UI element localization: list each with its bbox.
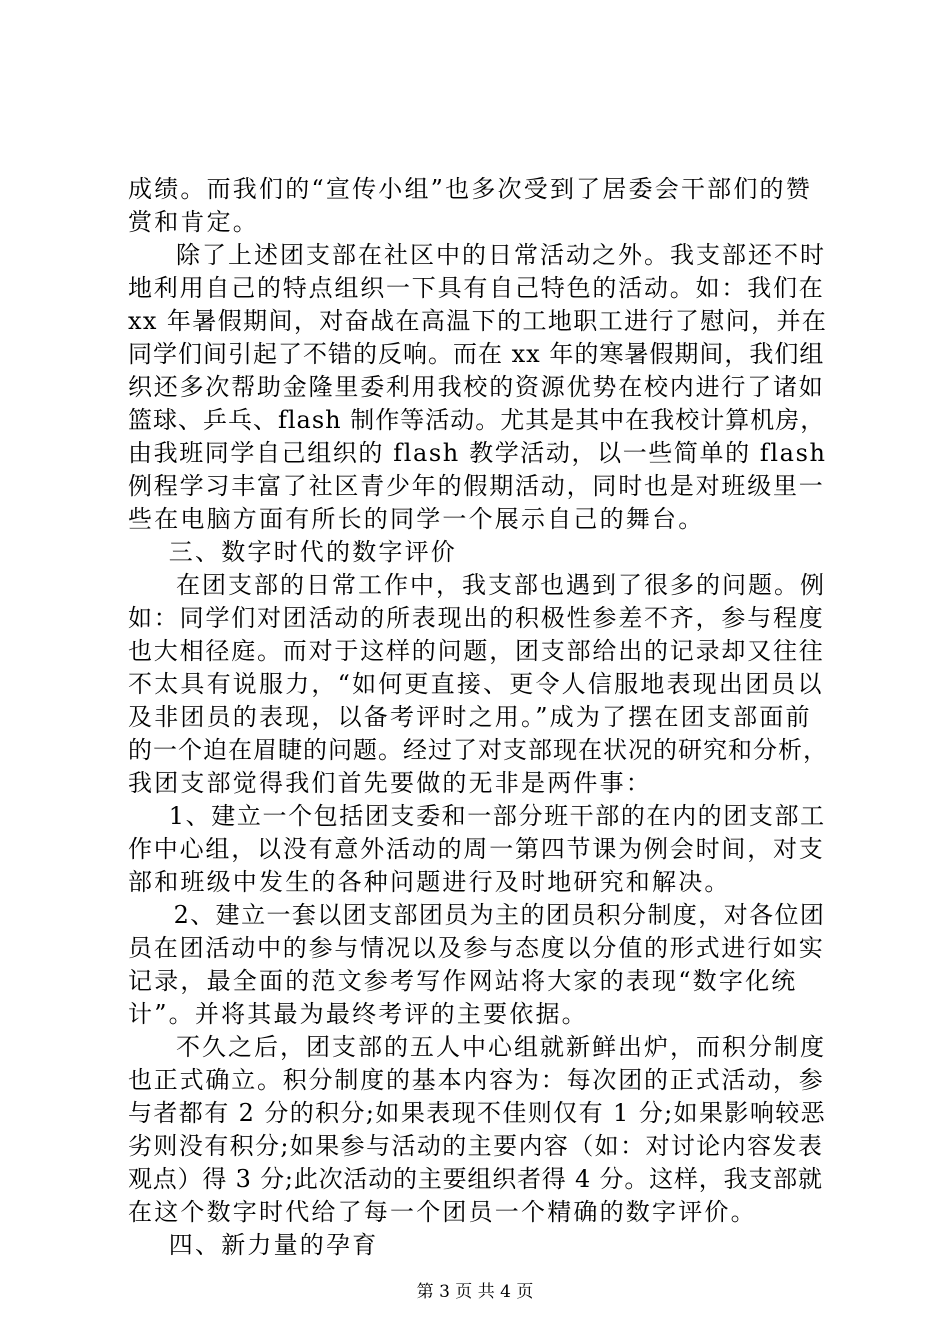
text-line: 部和班级中发生的各种问题进行及时地研究和解决。 [128, 868, 731, 896]
text-line: 三、数字时代的数字评价 [168, 538, 457, 566]
text-line: 员在团活动中的参与情况以及参与态度以分值的形式进行如实 [128, 934, 825, 962]
text-line: 也正式确立。积分制度的基本内容为：每次团的正式活动，参 [128, 1066, 825, 1094]
text-line: 劣则没有积分;如果参与活动的主要内容（如：对讨论内容发表 [128, 1132, 824, 1160]
page-number: 第 3 页 共 4 页 [416, 1282, 534, 1302]
text-line: 如：同学们对团活动的所表现出的积极性参差不齐，参与程度 [128, 604, 825, 632]
text-line: 与者都有 2 分的积分;如果表现不佳则仅有 1 分;如果影响较恶 [128, 1099, 827, 1127]
text-line: 也大相径庭。而对于这样的问题，团支部给出的记录却又往往 [128, 637, 825, 665]
text-line: 1、建立一个包括团支委和一部分班干部的在内的团支部工 [168, 802, 826, 830]
text-line: 成绩。而我们的“宣传小组”也多次受到了居委会干部们的赞 [128, 175, 812, 203]
text-line: 在这个数字时代给了每一个团员一个精确的数字评价。 [128, 1198, 757, 1226]
text-line: 不太具有说服力，“如何更直接、更令人信服地表现出团员以 [128, 670, 824, 698]
text-line: 篮球、乒乓、flash 制作等活动。尤其是其中在我校计算机房， [128, 406, 826, 434]
text-line: 例程学习丰富了社区青少年的假期活动，同时也是对班级里一 [128, 472, 825, 500]
document-body [128, 173, 828, 1262]
text-line: 及非团员的表现，以备考评时之用。”成为了摆在团支部面前 [128, 703, 812, 731]
text-line: 2、建立一套以团支部团员为主的团员积分制度，对各位团 [173, 901, 826, 929]
text-line: 记录，最全面的范文参考写作网站将大家的表现“数字化统 [128, 967, 798, 995]
text-line: 除了上述团支部在社区中的日常活动之外。我支部还不时 [176, 241, 826, 269]
text-line: 四、新力量的孕育 [168, 1231, 379, 1259]
text-line: 的一个迫在眉睫的问题。经过了对支部现在状况的研究和分析， [128, 736, 828, 764]
text-line: 织还多次帮助金隆里委利用我校的资源优势在校内进行了诸如 [128, 373, 825, 401]
text-line: 同学们间引起了不错的反响。而在 xx 年的寒暑假期间，我们组 [128, 340, 825, 368]
text-line: 观点）得 3 分;此次活动的主要组织者得 4 分。这样，我支部就 [128, 1165, 823, 1193]
text-line: 不久之后，团支部的五人中心组就新鲜出炉，而积分制度 [176, 1033, 826, 1061]
page-footer [0, 1281, 950, 1303]
text-line: 地利用自己的特点组织一下具有自己特色的活动。如：我们在 [128, 274, 825, 302]
text-line: 由我班同学自己组织的 flash 教学活动，以一些简单的 flash [128, 439, 827, 467]
text-line: 赏和肯定。 [128, 208, 259, 236]
text-line: 作中心组，以没有意外活动的周一第四节课为例会时间，对支 [128, 835, 825, 863]
text-line: 在团支部的日常工作中，我支部也遇到了很多的问题。例 [176, 571, 826, 599]
text-line: 计”。并将其最为最终考评的主要依据。 [128, 1000, 588, 1028]
text-line: 些在电脑方面有所长的同学一个展示自己的舞台。 [128, 505, 705, 533]
text-line: 我团支部觉得我们首先要做的无非是两件事： [128, 769, 652, 797]
text-line: xx 年暑假期间，对奋战在高温下的工地职工进行了慰问，并在 [128, 307, 828, 335]
